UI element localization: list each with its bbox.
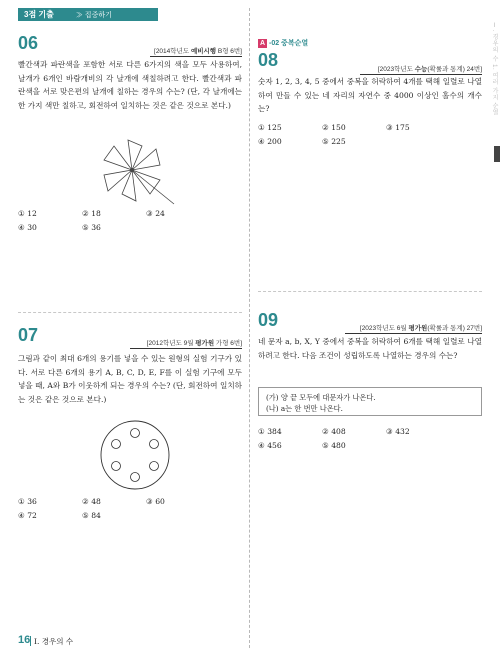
source-suffix: (확률과 통계) 27번] [427,325,482,332]
choice[interactable]: ③ 60 [146,497,165,506]
pinwheel-hub [130,168,133,171]
container-slot [112,462,121,471]
source-prefix: [2012학년도 9월 [146,340,196,347]
question-number-06: 06 [18,33,39,53]
section-tag [258,38,308,48]
right-row-divider [258,291,482,292]
question-number-07: 07 [18,325,39,345]
pinwheel-stick [132,170,174,204]
question-text-06: 빨간색과 파란색을 포함한 서로 다른 6가지의 색을 모두 사용하여, 날개가 6개인 바람개비의 각 날개에 색칠하려고 한다. 빨간색과 파란색을 서로 맞은편의 날개에 칠하는 경우의 수는? (단, 각 날개에는 한 가지 색만 칠하고, 회전하여 일치하는 것은 같은 것으로 본다.) [18,60,242,110]
choice[interactable]: ④ 456 [258,441,282,450]
question-source-06 [150,46,242,57]
choice[interactable]: ⑤ 480 [322,441,346,450]
question-text-09: 네 문자 a, b, X, Y 중에서 중복을 허락하여 6개를 택해 일렬로 나열하려고 한다. 다음 조건이 성립하도록 나열하는 경우의 수는? [258,337,482,360]
pinwheel-blade [104,146,132,170]
choice[interactable]: ② 18 [82,209,101,218]
choice[interactable]: ⑤ 84 [82,511,101,520]
circular-apparatus-figure [98,418,172,492]
choice[interactable]: ② 150 [322,123,346,132]
column-divider [249,8,250,648]
chapter-title: I. 경우의 수 [34,637,74,646]
choices-08 [258,123,450,146]
container-slot [150,440,159,449]
question-source-09 [345,323,482,334]
choice[interactable]: ⑤ 225 [322,137,346,146]
source-prefix: [2014학년도 [154,48,191,55]
page-number: 16 [18,634,31,646]
section-tag-text: -02 중복순열 [269,40,309,47]
source-exam: 평가원 [408,325,428,332]
source-exam: 예비시행 [190,48,217,55]
choice[interactable]: ③ 24 [146,209,165,218]
choice[interactable]: ② 48 [82,497,101,506]
source-suffix: (확률과 통계) 24번] [427,66,482,73]
choice[interactable]: ① 125 [258,123,282,132]
choice[interactable]: ⑤ 36 [82,223,101,232]
container-slot [131,429,140,438]
left-row-divider [18,312,242,313]
question-number-08: 08 [258,50,279,70]
choice[interactable]: ④ 30 [18,223,37,232]
question-text-08: 숫자 1, 2, 3, 4, 5 중에서 중복을 허락하여 4개를 택해 일렬로 나열하여 만들 수 있는 네 자리의 자연수 중 4000 이상인 홀수의 개수는? [258,77,482,113]
source-exam: 평가원 [195,340,215,347]
choice[interactable]: ③ 175 [386,123,410,132]
pinwheel-figure [88,133,180,211]
source-prefix: [2023학년도 [377,66,415,73]
footer-separator [30,636,31,646]
source-prefix: [2023학년도 6월 [359,325,409,332]
choice[interactable]: ② 408 [322,427,346,436]
source-suffix: B형 6번] [216,48,242,55]
condition-item: (가) 양 끝 모두에 대문자가 나온다. [266,393,376,402]
container-slot [131,473,140,482]
condition-item: (나) a는 한 번만 나온다. [266,404,343,413]
section-label: 3점 기출 [24,10,54,19]
side-tab-marker [494,146,500,162]
choice[interactable]: ④ 200 [258,137,282,146]
choice[interactable]: ④ 72 [18,511,37,520]
section-header-band [18,8,158,21]
choice[interactable]: ① 384 [258,427,282,436]
section-tag-letter: A [259,39,266,47]
side-chapter-text: Ⅰ. 경우의 수 1. 여러 가지 순열 [491,22,497,116]
choices-07 [18,497,210,520]
source-exam: 수능 [414,66,428,73]
question-source-07 [130,338,242,349]
source-suffix: 가형 6번] [214,340,242,347]
container-slot [112,440,121,449]
choice[interactable]: ① 36 [18,497,37,506]
question-source-08 [360,64,482,75]
choices-09 [258,427,450,450]
condition-box [258,387,482,416]
choices-06 [18,209,210,232]
container-slot [150,462,159,471]
choice[interactable]: ① 12 [18,209,37,218]
section-subtitle: ≫ 집중하기 [75,11,112,19]
question-number-09: 09 [258,310,279,330]
question-text-07: 그림과 같이 최대 6개의 용기를 넣을 수 있는 원형의 실험 기구가 있다. 서로 다른 6개의 용기 A, B, C, D, E, F를 이 실험 기구에 모두 넣을 때, A와 B가 이웃하게 되는 경우의 수는? (단, 회전하여 일치하는 것은 같은 것으로 본다.) [18,354,242,404]
choice[interactable]: ③ 432 [386,427,410,436]
